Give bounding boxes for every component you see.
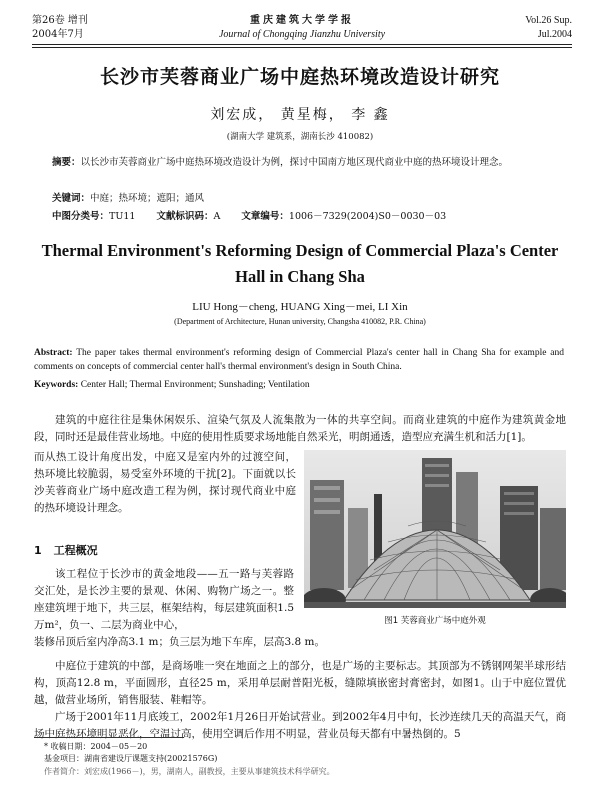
header-rule-thin [32, 47, 572, 48]
classification-line [52, 208, 536, 222]
body-paragraph-3-continued: 装修吊顶后室内净高3.1 m；负三层为地下车库，层高3.8 m。 [34, 636, 325, 648]
section-number: 1 [34, 544, 42, 557]
keywords-en [34, 380, 564, 390]
body-paragraph-4: 中庭位于建筑的中部，是商场唯一突在地面之上的部分，也是广场的主要标志。其顶部为不锈钢网架半球形结构，顶高12.8 m，平面圆形，直径25 m，采用单层耐普阳光板，缝隙填嵌密封膏密封，如图1。山于中庭位置优越，做营业场所，销售服装、鞋帽等。 [34, 660, 566, 706]
keywords-en-label: Keywords: [34, 380, 79, 390]
running-header [32, 8, 572, 42]
header-rule [32, 44, 572, 45]
body-paragraph-3: 该工程位于长沙市的黄金地段——五一路与芙蓉路交汇处，是长沙主要的景观、休闲、购物广场之一。整座建筑埋于地下，共三层，框架结构，每层建筑面积1.5万m²，负一、二层为商业中心， [34, 568, 294, 631]
footnote-rule [34, 737, 184, 738]
footnote-funding: 基金项目：湖南省建设厅课题支持(20021576G) [44, 754, 218, 763]
keywords-cn-text: 中庭；热环境；遮阳；通风 [90, 193, 205, 204]
date-en: Jul.2004 [537, 29, 572, 40]
body-paragraph-1: 建筑的中庭往往是集休闲娱乐、渲染气氛及人流集散为一体的共享空间。而商业建筑的中庭作为建筑黄金地段，同时还是最佳营业场地。中庭的使用性质要求场地能自然采光，明朗通透，造型应充满生机和活力[1]。 [34, 414, 566, 443]
keywords-en-text: Center Hall; Thermal Environment; Sunshading; Ventilation [80, 380, 310, 390]
abstract-cn-text: 以长沙市芙蓉商业广场中庭热环境改造设计为例，探讨中国南方地区现代商业中庭的热环境设计理念。 [80, 157, 509, 168]
authors-cn: 刘宏成， 黄星梅， 李 鑫 [210, 107, 390, 123]
abstract-en-text: The paper takes thermal environment's reforming design of Commercial Plaza's center hall in Chang Sha for example and comments on concepts of commercial center hall's thermal environment's design in South China. [34, 348, 564, 372]
abstract-cn-label: 摘要： [52, 157, 81, 168]
abstract-cn [52, 156, 536, 170]
journal-name-en: Journal of Chongqing Jianzhu University [218, 29, 386, 40]
figure-1-caption: 图1 芙蓉商业广场中庭外观 [384, 616, 486, 626]
affiliation-cn: (湖南大学 建筑系，湖南长沙 410082) [226, 132, 374, 142]
doc-code-label: 文献标识码： [156, 211, 214, 222]
publication-date: 2004年7月 [32, 29, 84, 40]
authors-en: LIU Hong－cheng, HUANG Xing－mei, LI Xin [192, 301, 408, 313]
journal-name-cn: 重庆建筑大学学报 [250, 15, 354, 26]
header-center [32, 14, 572, 42]
title-en: Thermal Environment's Reforming Design of Commercial Plaza's Center Hall in Chang Sha [41, 241, 559, 286]
clc-value: TU11 [109, 211, 136, 222]
footnote-received: * 收稿日期：2004－05－20 [44, 742, 148, 751]
section-title: 工程概况 [53, 544, 98, 557]
article-no-label: 文章编号： [241, 211, 289, 222]
doc-code-group [156, 211, 220, 222]
article-no-value: 1006－7329(2004)S0－0030－03 [288, 211, 447, 222]
article-no-group [241, 211, 446, 222]
clc-label: 中图分类号： [52, 211, 110, 222]
volume-issue: 第26卷 增刊 [32, 15, 88, 26]
title-cn: 长沙市芙蓉商业广场中庭热环境改造设计研究 [99, 66, 500, 88]
header-right [525, 14, 572, 42]
body-paragraph-5: 广场于2001年11月底竣工，2002年1月26日开始试营业。到2002年4月中旬，长沙连续几天的高温天气，商场中庭热环境明显恶化，空温过高，使用空调后作用不明显，营业员每天都有中暑热倒的。5 [34, 711, 566, 740]
figure-1-photo [304, 450, 566, 608]
volume-en: Vol.26 Sup. [525, 15, 572, 26]
keywords-cn-label: 关键词： [52, 193, 91, 204]
plaza-dome-illustration [304, 450, 566, 608]
body-paragraph-2: 而从热工设计角度出发，中庭又是室内外的过渡空间，热环境比较脆弱，易受室外环境的干扰[2]。下面就以长沙芙蓉商业广场中庭改造工程为例，探讨现代商业中庭的热环境设计理念。 [34, 451, 296, 514]
doc-code-value: A [213, 211, 221, 222]
abstract-en [34, 346, 564, 374]
affiliation-en: (Department of Architecture, Hunan university, Changsha 410082, P.R. China) [174, 317, 426, 326]
section-heading-1 [34, 542, 98, 558]
abstract-en-label: Abstract: [34, 348, 73, 358]
clc-group [52, 211, 135, 222]
footnote-author: 作者简介：刘宏成(1966－)，男，湖南人，副教授，主要从事建筑技术科学研究。 [44, 767, 335, 776]
keywords-cn [52, 190, 536, 204]
